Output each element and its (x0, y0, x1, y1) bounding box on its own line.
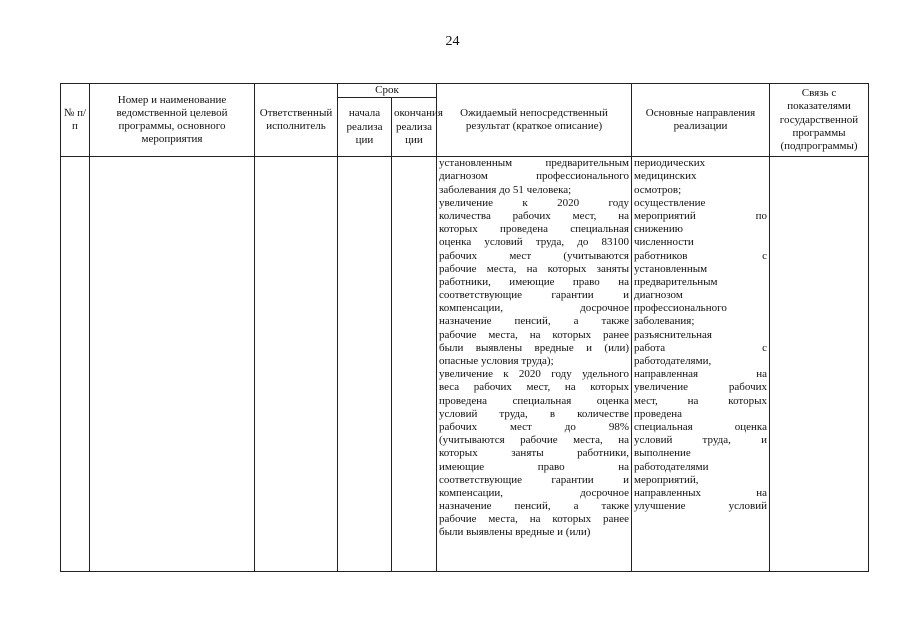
result-line: рабочие места, на которых заняты (439, 262, 629, 275)
directions-line: разъяснительная (634, 328, 712, 341)
directions-text (634, 157, 767, 513)
header-term: Срок (338, 84, 437, 98)
result-line: установленным предварительным (439, 157, 629, 170)
directions-line: проведена (634, 407, 683, 420)
result-line: проведена специальная оценка (439, 394, 629, 407)
result-line: назначение пенсий, а также (439, 315, 629, 328)
result-line: количества рабочих мест, на (439, 209, 629, 222)
result-line: рабочих мест до 98% (439, 420, 629, 433)
header-link: Связь с показателями государственной программы (подпрограммы) (770, 84, 869, 157)
directions-line: установленным (634, 262, 708, 275)
directions-line: мероприятий, (634, 473, 699, 486)
directions-line: работников с (634, 249, 767, 262)
result-line: назначение пенсий, а также (439, 500, 629, 513)
directions-line: профессионального (634, 302, 727, 315)
directions-line: работодателями, (634, 355, 712, 367)
directions-line: работа с (634, 341, 767, 354)
cell-program (90, 157, 255, 572)
result-line: работники, имеющие право на (439, 275, 629, 288)
result-line: были выявлены вредные и (или) (439, 341, 629, 354)
directions-line: заболевания; (634, 315, 695, 328)
result-line: оценка условий труда, до 83100 (439, 236, 629, 249)
result-line: заболевания до 51 человека; (439, 183, 572, 196)
cell-responsible (255, 157, 338, 572)
directions-line: диагнозом (634, 289, 683, 302)
header-term-start: начала реализа ции (338, 98, 392, 157)
result-text (439, 157, 629, 539)
directions-line: увеличение рабочих (634, 381, 767, 394)
directions-line: выполнение (634, 447, 691, 460)
result-line: соответствующие гарантии и (439, 473, 629, 486)
cell-result (437, 157, 632, 572)
directions-line: мест, на которых (634, 394, 767, 407)
result-line: компенсации, досрочное (439, 302, 629, 315)
result-line: рабочие места, на которых ранее (439, 328, 629, 341)
cell-directions (632, 157, 770, 572)
result-line: опасные условия труда); (439, 355, 554, 367)
page-number: 24 (445, 34, 460, 49)
result-line: рабочие места, на которых ранее (439, 513, 629, 526)
cell-term-start (338, 157, 392, 572)
result-line: которых заняты работники, (439, 447, 629, 460)
result-line: рабочих мест (учитываются (439, 249, 629, 262)
result-line: веса рабочих мест, на которых (439, 381, 629, 394)
directions-line: численности (634, 236, 694, 249)
result-line: имеющие право на (439, 460, 629, 473)
directions-line: условий труда, и (634, 434, 767, 447)
result-line: диагнозом профессионального (439, 170, 629, 183)
directions-line: осмотров; (634, 183, 682, 196)
program-table (60, 83, 869, 572)
header-program: Номер и наименование ведомственной целевой программы, основного мероприятия (90, 84, 255, 157)
result-line: соответствующие гарантии и (439, 289, 629, 302)
directions-line: осуществление (634, 196, 706, 209)
directions-line: улучшение условий (634, 500, 767, 513)
directions-line: специальная оценка (634, 420, 767, 433)
header-responsible: Ответственный исполнитель (255, 84, 338, 157)
directions-line: предварительным (634, 275, 718, 288)
directions-line: мероприятий по (634, 209, 767, 222)
result-line: компенсации, досрочное (439, 486, 629, 499)
result-line: увеличение к 2020 году (439, 196, 629, 209)
directions-line: работодателями (634, 460, 709, 473)
result-line: увеличение к 2020 году удельного (439, 368, 629, 381)
directions-line: медицинских (634, 170, 697, 183)
header-no: № п/п (61, 84, 90, 157)
directions-line: направленная на (634, 368, 767, 381)
result-line: были выявлены вредные и (или) (439, 526, 591, 539)
result-line: которых проведена специальная (439, 223, 629, 236)
cell-term-end (392, 157, 437, 572)
directions-line: направленных на (634, 486, 767, 499)
directions-line: периодических (634, 157, 706, 170)
cell-link (770, 157, 869, 572)
header-directions: Основные направления реализации (632, 84, 770, 157)
cell-no (61, 157, 90, 572)
result-line: условий труда, в количестве (439, 407, 629, 420)
directions-line: снижению (634, 223, 683, 236)
result-line: (учитываются рабочие места, на (439, 434, 629, 447)
header-result: Ожидаемый непосредственный результат (краткое описание) (437, 84, 632, 157)
header-term-end: окончания реализа ции (392, 98, 437, 157)
